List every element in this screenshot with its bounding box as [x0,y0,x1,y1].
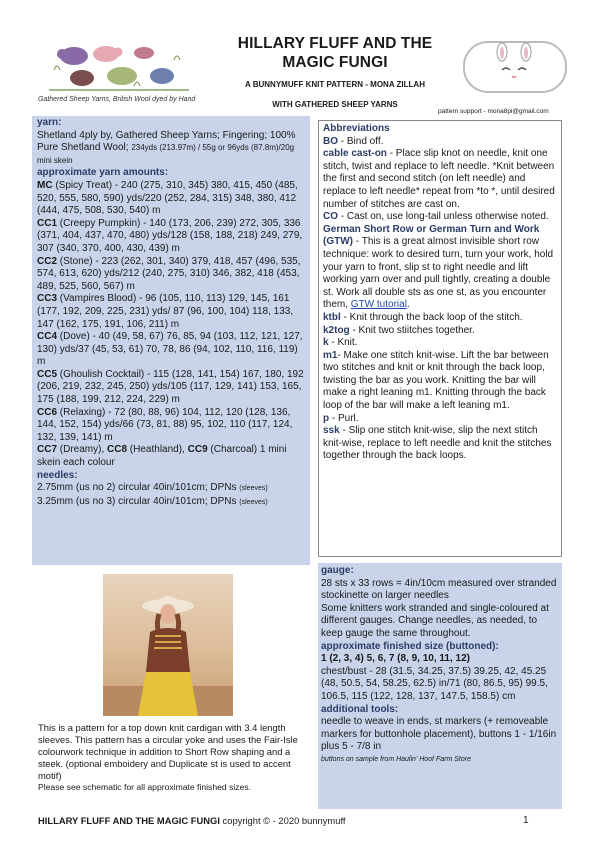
gauge-size-panel [318,563,562,809]
amount-cc5: CC5 (Ghoulish Cocktail) - 115 (128, 141, 154) 167, 180, 192 (206, 219, 232, 245, 250) yds/105 (117, 129, 141) 153, 165, 175 (188, 199, 212, 224, 229) m [37,368,304,406]
tools-heading: additional tools: [321,703,399,715]
gtw-tutorial-link[interactable]: GTW tutorial [350,299,407,311]
gauge-text: 28 sts x 33 rows = 4in/10cm measured over stranded stockinette on larger needles [321,577,557,602]
abbrev-k2tog: k2tog - Knit two stiitches together. [323,324,475,336]
amount-cc7-9: CC7 (Dreamy), CC8 (Heathland), CC9 (Charcoal) 1 mini skein each colour [37,444,287,469]
abbreviations-box [318,120,562,557]
with-line: WITH GATHERED SHEEP YARNS [272,100,398,109]
abbrev-cable-cast-on: cable cast-on - Place slip knot on needle, knit one stitch, twist and replace to left needle. *Knit between the first and second stitch (on left needle) and replace to left needle* repeat from *to *, until desired number of stitches are cast on. [323,148,555,210]
tools-text: needle to weave in ends, st markers (+ removeable markers for buttonhole placement), buttons 1 - 1/16in plus 5 - 7/8 in [321,716,557,753]
footer: HILLARY FLUFF AND THE MAGIC FUNGI copyright © - 2020 bunnymuff [38,815,346,826]
subtitle: A BUNNYMUFF KNIT PATTERN - MONA ZILLAH [245,80,425,89]
size-heading: approximate finished size (buttoned): [321,640,499,652]
needle-1: 2.75mm (us no 2) circular 40in/101cm; DPNs (sleeves) [37,482,268,494]
model-illustration [103,574,233,716]
abbrev-bo: BO - Bind off. [323,135,384,147]
gauge-note: Some knitters work stranded and single-coloured at different gauges. Change needles, as needed, to keep gauge the same throughout. [321,602,549,639]
bunny-logo-icon [462,40,568,94]
yarn-needles-panel [32,116,310,565]
abbrev-co: CO - Cast on, use long-tail unless otherwise noted. [323,211,549,223]
needles-heading: needles: [37,469,78,481]
abbrev-m1: m1- Make one stitch knit-wise. Lift the bar between two stitches and knit or knit through the back loop, twisting the bar as you work. Knitting the bar will make a right leaning m1. Knitting through the back loop of the bar will make a left leaning m1. [323,349,549,412]
page-title: HILLARY FLUFF AND THE MAGIC FUNGI [237,35,433,71]
pattern-description: This is a pattern for a top down knit cardigan with 3.4 length sleeves. This pattern has a circular yoke and uses the Fair-Isle colourwork technique in addition to Short Row shaping and a steek. (optional emboidery and Duplicate st is used to accent motif) Please see schematic for all approximate finished sizes. [38,722,313,793]
yarn-heading: yarn: [37,117,62,128]
yarn-text: Shetland 4ply by, Gathered Sheep Yarns; Fingering; 100% Pure Shetland Wool; 234yds (213.97m) / 55g or 96yds (87.8m)/20g mini skein [37,129,296,165]
abbrev-gtw: German Short Row or German Turn and Work (GTW) - This is a great almost invisible short row technique: work to desired turn, turn your work, hold your yarn to front, slip st to right needle and lift working yarn over and pull tightly, creating a double st. Work all double sts as one st, as you encounter them, GTW tutorial. [323,223,554,311]
amount-cc1: CC1 (Creepy Pumpkin) - 140 (173, 206, 239) 272, 305, 336 (371, 404, 437, 470, 480) yds/128 (158, 188, 218) 249, 279, 307 (340, 370, 400, 430, 439) m [37,217,303,254]
buttons-note: buttons on sample from Haulin' Hoof Farm Store [321,755,471,763]
gathered-sheep-logo [44,40,194,92]
abbrev-ssk: ssk - Slip one stitch knit-wise, slip the next stitch knit-wise, replace to left needle and knit the stitches together through the back loops. [323,425,552,462]
needle-2: 3.25mm (us no 3) circular 40in/101cm; DPNs (sleeves) [37,495,268,507]
abbrev-k: k - Knit. [323,337,358,349]
cardigan-photo [103,574,233,716]
abbrev-ktbl: ktbl - Knit through the back loop of the stitch. [323,311,523,323]
size-list: 1 (2, 3, 4) 5, 6, 7 (8, 9, 10, 11, 12) [321,653,470,665]
amount-mc: MC (Spicy Treat) - 240 (275, 310, 345) 380, 415, 450 (485, 520, 555, 580, 590) yds/220 (252, 284, 315) 348, 380, 412 (444, 475, 508, 530, 540) m [37,179,298,217]
logo-caption: Gathered Sheep Yarns, British Wool dyed by Hand [38,96,196,103]
abbrev-p: p - Purl. [323,412,359,424]
chest-measurements: chest/bust - 28 (31.5, 34.25, 37.5) 39.25, 42, 45.25 (48, 50.5, 54, 58.25, 62.5) in/71 (80, 86.5, 95) 99.5, 106.5, 115 (122, 128, 137, 147.5, 158.5) cm [321,665,548,702]
amount-cc6: CC6 (Relaxing) - 72 (80, 88, 96) 104, 112, 120 (128, 136, 144, 152, 154) yds/66 (73, 81, 88) 95, 102, 110 (117, 124, 132, 139, 141) m [37,406,293,443]
amount-cc4: CC4 (Dove) - 40 (49, 58, 67) 76, 85, 94 (103, 112, 121, 127, 130) yds/37 (45, 53, 61) 70, 78, 86 (94, 102, 110, 116, 119) m [37,331,303,368]
amount-cc3: CC3 (Vampires Blood) - 96 (105, 110, 113) 129, 145, 161 (177, 192, 209, 225, 231) yds/ 87 (96, 100, 104) 118, 133, 147 (162, 175, 191, 106, 211) m [37,293,294,330]
gauge-heading: gauge: [321,565,354,576]
amount-cc2: CC2 (Stone) - 223 (262, 301, 340) 379, 418, 457 (496, 535, 574, 613, 620) yds/212 (240, 275, 310) 346, 382, 418 (453, 489, 525, 560, 567) m [37,255,301,292]
abbrev-heading: Abbreviations [323,123,390,134]
amounts-heading: approximate yarn amounts: [37,167,169,179]
page-number: 1 [523,815,529,826]
support-email: pattern support - mona8pi@gmail.com [438,108,549,115]
schematic-note: Please see schematic for all approximate finished sizes. [38,781,252,792]
